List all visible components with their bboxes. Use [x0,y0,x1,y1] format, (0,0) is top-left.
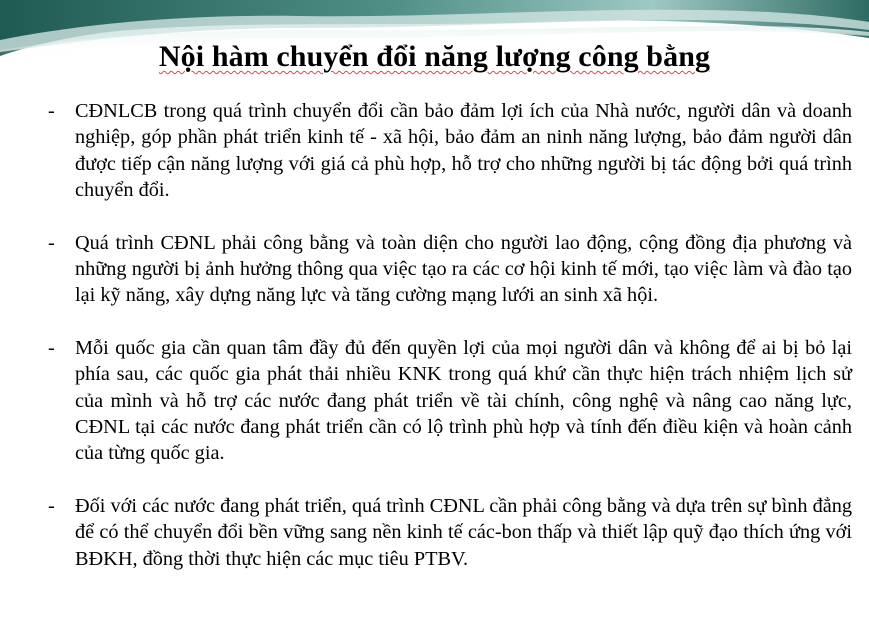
bullet-list [42,98,852,572]
bullet-text: Mỗi quốc gia cần quan tâm đầy đủ đến quyền lợi của mọi người dân và không để ai bị bỏ lại phía sau, các quốc gia phát thải nhiều KNK trong quá khứ cần thực hiện trách nhiệm lịch sử của mình và hỗ trợ các nước đang phát triển về tài chính, công nghệ và nâng cao năng lực, CĐNL tại các nước đang phát triển cần có lộ trình phù hợp và tính đến điều kiện và hoàn cảnh của từng quốc gia. [75,336,852,465]
bullet-marker: - [48,494,55,517]
bullet-item [42,230,852,309]
bullet-text: Quá trình CĐNL phải công bằng và toàn diện cho người lao động, cộng đồng địa phương và những người bị ảnh hưởng thông qua việc tạo ra các cơ hội kinh tế mới, tạo việc làm và đào tạo lại kỹ năng, xây dựng năng lực và tăng cường mạng lưới an sinh xã hội. [75,231,852,307]
bullet-marker: - [48,336,55,359]
slide-title: Nội hàm chuyển đổi năng lượng công bằng [158,40,711,73]
bullet-text: Đối với các nước đang phát triển, quá trình CĐNL cần phải công bằng và dựa trên sự bình đẳng để có thể chuyển đổi bền vững sang nền kinh tế các-bon thấp và thiết lập quỹ đạo thích ứng với BĐKH, đồng thời thực hiện các mục tiêu PTBV. [75,494,852,570]
bullet-marker: - [48,100,55,122]
bullet-text: CĐNLCB trong quá trình chuyển đổi cần bảo đảm lợi ích của Nhà nước, người dân và doanh nghiệp, góp phần phát triển kinh tế - xã hội, bảo đảm an ninh năng lượng, bảo đảm người dân được tiếp cận năng lượng với giá cả phù hợp, hỗ trợ cho những người bị tác động bởi quá trình chuyển đổi. [75,100,852,202]
bullet-item [42,335,852,467]
bullet-item [42,493,852,572]
bullet-marker: - [48,231,55,254]
bullet-item [42,98,852,204]
